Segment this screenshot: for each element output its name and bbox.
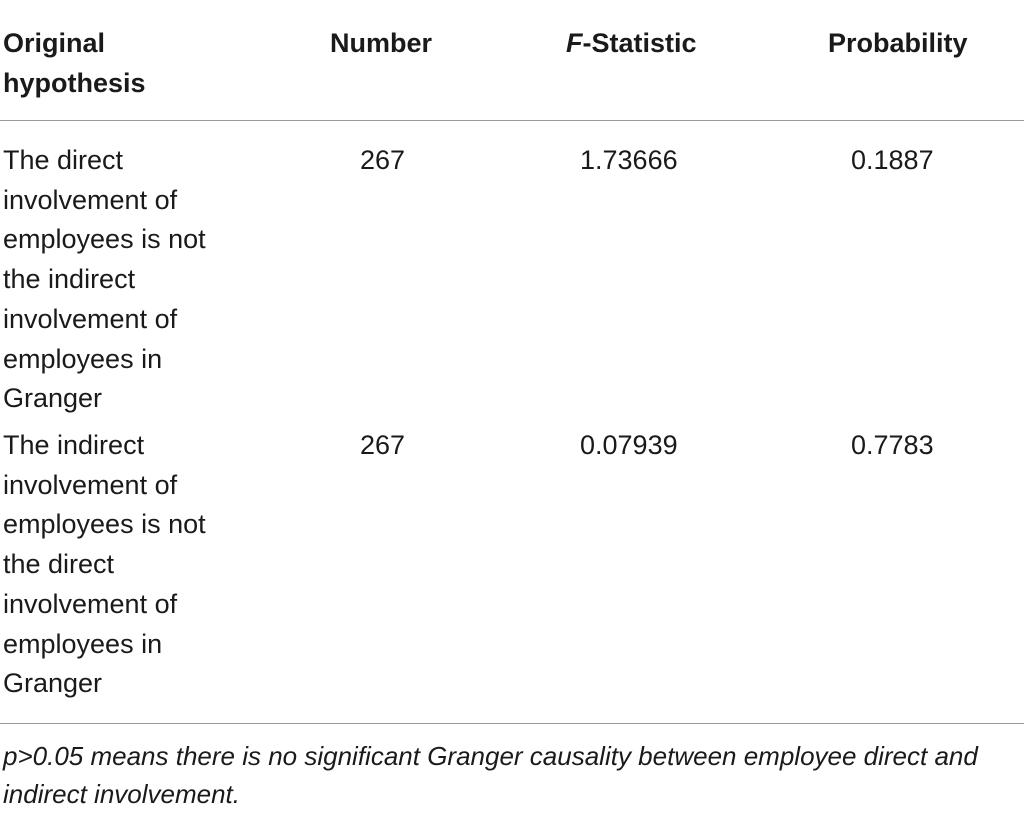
row-probability: 0.1887	[851, 145, 934, 175]
header-f-statistic	[566, 23, 697, 63]
header-probability: Probability	[828, 28, 968, 58]
row-number: 267	[360, 430, 406, 460]
table-bottom-rule	[0, 723, 1024, 724]
row-f-statistic: 0.07939	[580, 430, 678, 460]
header-original-hypothesis: Original hypothesis	[3, 28, 146, 98]
row-f-statistic: 1.73666	[580, 145, 678, 175]
row-probability: 0.7783	[851, 430, 934, 460]
row-hypothesis: The indirect involvement of employees is not the direct involvement of employees in Granger	[3, 430, 206, 699]
header-f-letter: F	[566, 28, 583, 58]
header-statistic-suffix: -Statistic	[582, 28, 697, 58]
table-header	[0, 0, 1024, 121]
row-hypothesis: The direct involvement of employees is not the indirect involvement of employees in Granger	[3, 145, 206, 414]
table-footnote: p>0.05 means there is no significant Granger causality between employee direct and indirect involvement.	[3, 741, 978, 809]
row-number: 267	[360, 145, 406, 175]
header-number: Number	[330, 28, 433, 58]
